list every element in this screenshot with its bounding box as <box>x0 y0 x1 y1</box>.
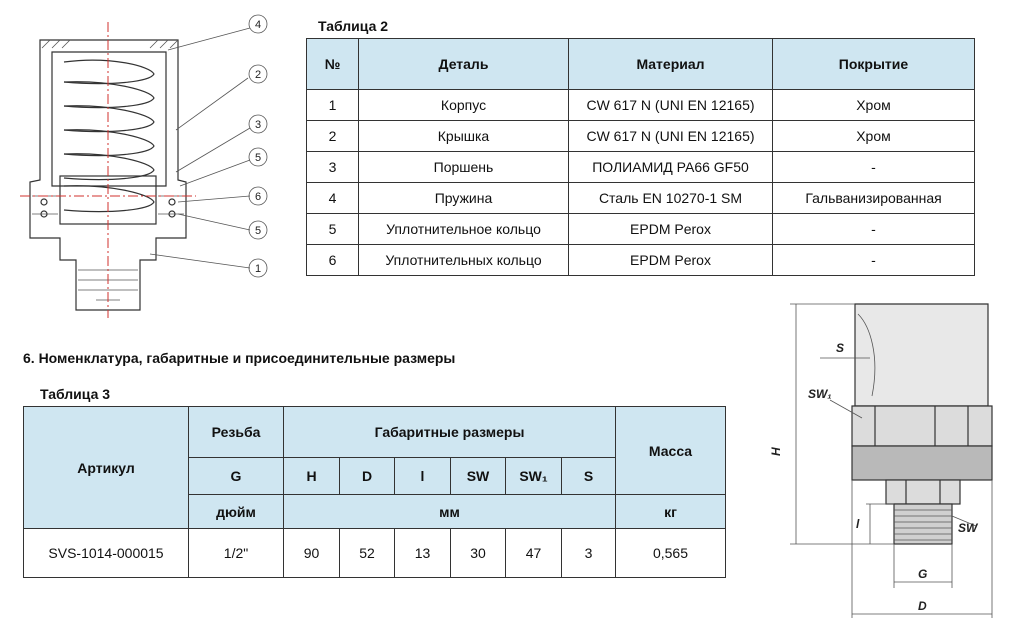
cell-no: 2 <box>307 121 359 152</box>
dim-sw1-label: SW₁ <box>808 387 832 401</box>
cell-coating: - <box>773 214 975 245</box>
dim-h-label: H <box>769 447 783 456</box>
table-row <box>307 245 975 276</box>
cell-material: EPDM Perox <box>569 245 773 276</box>
callout-3: 3 <box>254 119 262 131</box>
cell-part: Поршень <box>359 152 569 183</box>
cell-part: Уплотнительных кольцо <box>359 245 569 276</box>
cell-sw: 30 <box>451 529 506 578</box>
cell-thread: 1/2" <box>189 529 284 578</box>
cell-no: 6 <box>307 245 359 276</box>
callout-2: 2 <box>254 69 262 81</box>
cell-no: 5 <box>307 214 359 245</box>
callout-1: 1 <box>254 263 262 275</box>
table3-header-s: S <box>562 458 616 495</box>
table2-caption: Таблица 2 <box>318 18 389 34</box>
callout-4: 4 <box>254 19 262 31</box>
table-row <box>307 90 975 121</box>
table-row <box>24 529 726 578</box>
table3-header-l: l <box>395 458 451 495</box>
cell-part: Пружина <box>359 183 569 214</box>
cell-sw1: 47 <box>506 529 562 578</box>
cell-coating: Хром <box>773 90 975 121</box>
cell-d: 52 <box>340 529 395 578</box>
table3-header-h: H <box>284 458 340 495</box>
cell-material: Сталь EN 10270-1 SM <box>569 183 773 214</box>
cross-section-drawing <box>0 0 280 320</box>
table2-header-no: № <box>307 39 359 90</box>
table3-header-thread: Резьба <box>189 407 284 458</box>
cell-coating: Хром <box>773 121 975 152</box>
table3-unit-mm: мм <box>284 495 616 529</box>
table3-caption: Таблица 3 <box>40 386 111 402</box>
table2-header-material: Материал <box>569 39 773 90</box>
cell-mass: 0,565 <box>616 529 726 578</box>
table3 <box>23 406 726 578</box>
callout-5a: 5 <box>254 152 262 164</box>
table-row <box>307 183 975 214</box>
table2 <box>306 38 975 276</box>
cell-coating: - <box>773 245 975 276</box>
table3-header-g: G <box>189 458 284 495</box>
cell-s: 3 <box>562 529 616 578</box>
callout-5b: 5 <box>254 225 262 237</box>
cell-article: SVS-1014-000015 <box>24 529 189 578</box>
table3-header-d: D <box>340 458 395 495</box>
cell-material: EPDM Perox <box>569 214 773 245</box>
table2-header-row <box>307 39 975 90</box>
cell-material: ПОЛИАМИД PA66 GF50 <box>569 152 773 183</box>
table3-header-article: Артикул <box>24 407 189 529</box>
dim-s-label: S <box>836 341 845 355</box>
cell-l: 13 <box>395 529 451 578</box>
cell-h: 90 <box>284 529 340 578</box>
cell-part: Уплотнительное кольцо <box>359 214 569 245</box>
table3-header-mass: Масса <box>616 407 726 495</box>
dimension-drawing <box>770 296 1020 626</box>
table2-header-part: Деталь <box>359 39 569 90</box>
cell-material: CW 617 N (UNI EN 12165) <box>569 121 773 152</box>
table3-header-dimensions: Габаритные размеры <box>284 407 616 458</box>
table3-unit-inch: дюйм <box>189 495 284 529</box>
table3-header-sw1: SW₁ <box>506 458 562 495</box>
cell-no: 4 <box>307 183 359 214</box>
callout-6: 6 <box>254 191 262 203</box>
cell-no: 1 <box>307 90 359 121</box>
cell-no: 3 <box>307 152 359 183</box>
cell-coating: Гальванизированная <box>773 183 975 214</box>
table2-header-coating: Покрытие <box>773 39 975 90</box>
cell-material: CW 617 N (UNI EN 12165) <box>569 90 773 121</box>
cell-coating: - <box>773 152 975 183</box>
section-6-title: 6. Номенклатура, габаритные и присоединительные размеры <box>23 350 456 366</box>
table-row <box>307 214 975 245</box>
table3-header-sw: SW <box>451 458 506 495</box>
cell-part: Крышка <box>359 121 569 152</box>
dim-sw-label: SW <box>958 521 978 535</box>
dim-g-label: G <box>918 567 928 581</box>
table3-unit-kg: кг <box>616 495 726 529</box>
cell-part: Корпус <box>359 90 569 121</box>
table-row <box>307 152 975 183</box>
table-row <box>307 121 975 152</box>
dim-d-label: D <box>918 599 927 613</box>
dim-l-label: l <box>856 517 860 531</box>
